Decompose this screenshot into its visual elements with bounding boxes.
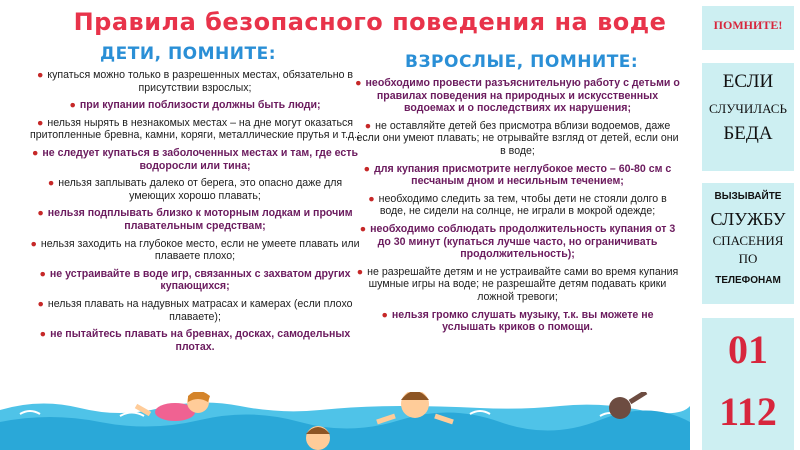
rule-item [355, 266, 680, 304]
rule-item [30, 207, 360, 232]
if-trouble-box [702, 63, 794, 171]
rule-item [30, 177, 360, 202]
rule-text: для купания присмотрите неглубокое место – 60-80 см с песчаным дном и несильным течением; [374, 162, 672, 188]
adults-heading: ВЗРОСЛЫЕ, ПОМНИТЕ: [405, 52, 639, 72]
rule-text: нельзя заплывать далеко от берега, это опасно даже для умеющих хорошо плавать; [58, 177, 343, 202]
swimmer-head-illustration [306, 426, 330, 450]
bullet-dot-icon: ● [36, 116, 44, 129]
if-line-1: ЕСЛИ [722, 71, 774, 92]
rule-text: необходимо следить за тем, чтобы дети не стояли долго в воде, не сидели на солнце, не играли в мокрой одежде; [378, 192, 667, 218]
bullet-dot-icon: ● [36, 69, 44, 81]
adults-rules-list [355, 77, 680, 339]
rule-text: не следует купаться в заболоченных местах и там, где есть водоросли или тина; [42, 146, 358, 172]
rule-item [30, 147, 360, 172]
bullet-dot-icon: ● [381, 308, 388, 321]
bullet-dot-icon: ● [355, 77, 362, 89]
phone-number-01: 01 [728, 327, 768, 372]
rule-text: нельзя подплывать близко к моторным лодкам и прочим плавательным средствам; [47, 207, 353, 232]
rule-text: необходимо соблюдать продолжительность купания от 3 до 30 минут (купаться лучше часто, но ограничивать продолжительность); [370, 222, 676, 261]
call-line-2: СЛУЖБУ [710, 209, 786, 229]
rule-item [30, 328, 360, 353]
bullet-dot-icon: ● [39, 328, 47, 341]
rule-text: нельзя плавать на надувных матрасах и камерах (если плохо плаваете); [47, 297, 353, 323]
rule-item [30, 99, 360, 112]
call-line-5: ТЕЛЕФОНАМ [715, 275, 781, 286]
bullet-dot-icon: ● [359, 222, 367, 235]
bullet-dot-icon: ● [39, 267, 46, 280]
bullet-dot-icon: ● [37, 297, 44, 310]
rule-item [355, 120, 680, 158]
if-line-3: БЕДА [723, 123, 773, 144]
children-rules-list [30, 69, 360, 358]
call-line-1: ВЫЗЫВАЙТЕ [714, 191, 782, 202]
children-heading: ДЕТИ, ПОМНИТЕ: [100, 44, 277, 64]
bullet-dot-icon: ● [37, 207, 44, 220]
call-line-3: СПАСЕНИЯ [712, 233, 784, 248]
bullet-dot-icon: ● [69, 99, 76, 112]
bullet-dot-icon: ● [47, 177, 55, 190]
bullet-dot-icon: ● [368, 192, 375, 205]
bullet-dot-icon: ● [364, 119, 372, 132]
rule-text: не устраивайте в воде игр, связанных с захватом других купающихся; [49, 267, 351, 293]
rule-text: не пытайтесь плавать на бревнах, досках, самодельных плотах. [50, 328, 351, 353]
if-line-2: СЛУЧИЛАСЬ [709, 101, 787, 116]
rule-text: нельзя громко слушать музыку, т.к. вы можете не услышать криков о помощи. [391, 308, 654, 334]
rule-text: при купании поблизости должны быть люди; [79, 99, 321, 112]
rule-item [30, 268, 360, 293]
call-rescue-box [702, 183, 794, 304]
rule-item [30, 69, 360, 94]
phone-number-112: 112 [719, 389, 777, 434]
rule-text: купаться можно только в разрешенных местах, обязательно в присутствии взрослых; [47, 69, 354, 94]
bullet-dot-icon: ● [30, 237, 37, 250]
rule-item [355, 163, 680, 188]
rule-item [355, 77, 680, 115]
rule-item [30, 298, 360, 323]
rule-item [30, 117, 360, 142]
poster-title: Правила безопасного поведения на воде [73, 8, 667, 36]
rule-text: нельзя заходить на глубокое место, если не умеете плавать или плаваете плохо; [40, 237, 360, 263]
bullet-dot-icon: ● [356, 265, 364, 278]
rule-text: необходимо провести разъяснительную работу с детьми о правилах поведения на природных и искусственных водоемах и о последствиях их нарушения; [365, 77, 680, 115]
rule-text: нельзя нырять в незнакомых местах – на дне могут оказаться притопленные бревна, камни, коряги, металлические прутья и т.д.; [30, 116, 360, 142]
water-waves-illustration [0, 392, 690, 450]
bullet-dot-icon: ● [363, 162, 371, 175]
remember-box [702, 6, 794, 50]
rule-item [355, 223, 680, 261]
remember-label: ПОМНИТЕ! [713, 18, 783, 32]
rule-item [355, 193, 680, 218]
call-line-4: ПО [738, 251, 758, 266]
rule-text: не оставляйте детей без присмотра вблизи водоемов, даже если они умеют плавать; не отрывайте взгляд от детей, если они в воде; [356, 119, 679, 157]
bullet-dot-icon: ● [31, 146, 39, 159]
rule-item [355, 309, 680, 334]
rule-item [30, 238, 360, 263]
phone-numbers-box [702, 318, 794, 450]
rule-text: не разрешайте детям и не устраивайте сами во время купания шумные игры на воде; не разрешайте детям подавать крики ложной тревоги; [367, 265, 679, 303]
